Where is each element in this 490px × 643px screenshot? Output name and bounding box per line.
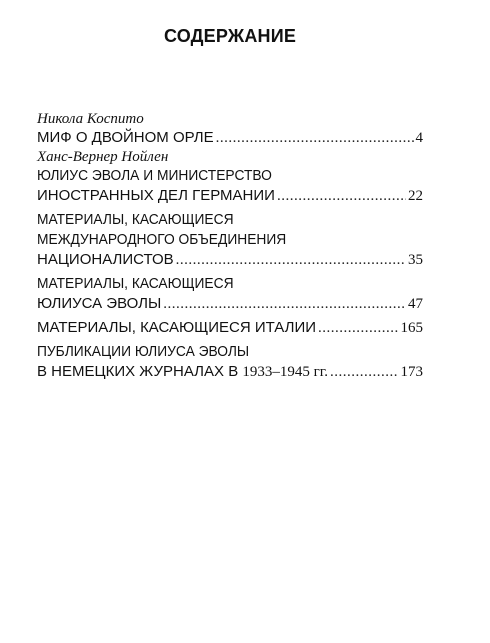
entry-title-line [37,186,423,206]
toc-entry [37,342,423,382]
dot-leader [318,318,398,338]
page-number: 35 [408,252,423,268]
entry-title: ЮЛИУС ЭВОЛА И МИНИСТЕРСТВО [37,167,272,184]
entry-title-line [37,250,423,270]
entry-title-prefix: В НЕМЕЦКИХ ЖУРНАЛАХ В [37,363,243,380]
contents-heading: СОДЕРЖАНИЕ [163,26,297,46]
entry-title: МАТЕРИАЛЫ, КАСАЮЩИЕСЯ [37,211,234,228]
toc-entry [37,210,423,270]
entry-title: ЮЛИУСА ЭВОЛЫ [37,295,162,312]
entry-author: Ханс-Вернер Нойлен [37,149,169,165]
entry-title-line [37,294,423,314]
entry-title: ИНОСТРАННЫХ ДЕЛ ГЕРМАНИИ [37,187,275,204]
toc-entry [37,110,423,148]
toc-entry [37,148,423,206]
dot-leader [163,294,406,314]
entry-title: НАЦИОНАЛИСТОВ [37,251,174,268]
page-number: 4 [415,130,423,146]
page-number: 165 [400,320,423,336]
dot-leader [277,186,406,206]
dot-leader [216,128,414,148]
entry-title: МИФ О ДВОЙНОМ ОРЛЕ [37,129,214,146]
dot-leader [330,362,399,382]
entry-title: МЕЖДУНАРОДНОГО ОБЪЕДИНЕНИЯ [37,231,287,248]
dot-leader [176,250,406,270]
entry-title-line [37,318,423,338]
page-number: 173 [400,364,423,380]
page-number: 47 [408,296,423,312]
toc-entry [37,274,423,314]
entry-title-years: 1933–1945 гг. [242,364,328,380]
entry-title: МАТЕРИАЛЫ, КАСАЮЩИЕСЯ [37,275,234,292]
entry-title: МАТЕРИАЛЫ, КАСАЮЩИЕСЯ ИТАЛИИ [37,319,317,336]
entry-title-line [37,128,423,148]
entry-title-line [37,362,423,382]
entry-author: Никола Коспито [37,111,144,127]
entry-title [37,362,328,382]
page-number: 22 [408,188,423,204]
toc-entry [37,318,423,338]
entry-title: ПУБЛИКАЦИИ ЮЛИУСА ЭВОЛЫ [37,343,250,360]
table-of-contents [37,110,423,386]
